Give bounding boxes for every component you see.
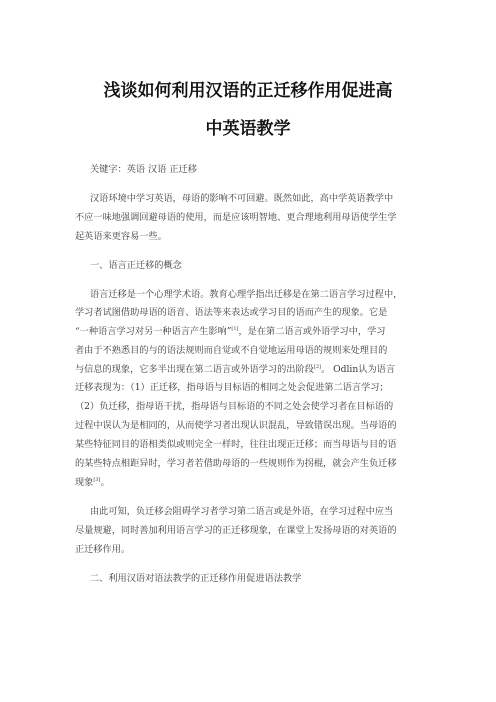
section-heading: 二、利用汉语对语法教学的正迁移作用促进语法教学 <box>90 573 302 584</box>
paragraph-text: 与信息的现象，它多半出现在第二语言或外语学习的出阶段 <box>75 364 314 375</box>
paragraph-line: 不应一味地强调回避母语的使用，而是应该明智地、更合理地利用母语使学生学 <box>75 212 397 223</box>
paragraph-line: 过程中误认为是相同的，从而使学习者出现认识混乱，导致错误出现。当母语的 <box>75 420 397 431</box>
paragraph-line <box>75 477 110 489</box>
paragraph-text: 现象 <box>75 477 94 488</box>
document-title-line-1: 浅谈如何利用汉语的正迁移作用促进高 <box>103 81 393 101</box>
paragraph-text: 。 Odlin认为语言 <box>320 364 396 375</box>
document-title-line-2: 中英语教学 <box>205 119 291 139</box>
section-heading: 一、语言正迁移的概念 <box>90 260 182 271</box>
paragraph-line: 起英语来更容易一些。 <box>75 231 167 242</box>
paragraph-line <box>75 326 386 338</box>
paragraph-line: 的某些特点相距异时，学习者若借助母语的一些规则作为拐棍，就会产生负迁移 <box>75 458 397 469</box>
paragraph-text: 。 <box>100 477 110 488</box>
paragraph-line: 某些特征同目的语相类似或则完全一样时，往往出现正迁移；而当母语与目的语 <box>75 439 397 450</box>
paragraph-line: 由此可知，负迁移会阻碍学习者学习第二语言或是外语，在学习过程中应当 <box>90 506 394 517</box>
paragraph-line: （2）负迁移，指母语干扰，指母语与目标语的不同之处会使学习者在目标语的 <box>75 401 394 412</box>
paragraph-line: 正迁移作用。 <box>75 544 131 555</box>
paragraph-line: 尽量规避，同时善加利用语言学习的正迁移现象，在课堂上发扬母语的对英语的 <box>75 525 397 536</box>
citation-marker: [3] <box>93 477 101 483</box>
quote-text: “一种语言学习对另一种语言产生影响” <box>75 326 232 337</box>
paragraph-line: 汉语环境中学习英语，母语的影响不可回避。既然如此，高中学英语教学中 <box>90 193 394 204</box>
keywords: 关键字：英语 汉语 正迁移 <box>90 164 197 175</box>
paragraph-line: 者由于不熟悉目的与的语法规则而自觉或不自觉地运用母语的规则来处理目的 <box>75 345 388 356</box>
paragraph-line: 学习者试图借助母语的语音、语法等来表达或学习目的语而产生的现象。它是 <box>75 307 388 318</box>
citation-marker: [2] <box>313 364 321 370</box>
paragraph-text: ，是在第二语言或外语学习中，学习 <box>238 326 386 337</box>
paragraph-line: 迁移表现为：（1）正迁移，指母语与目标语的相同之处会促进第二语言学习； <box>75 382 389 393</box>
paragraph-line: 语言迁移是一个心理学术语。教育心理学指出迁移是在第二语言学习过程中， <box>90 289 403 300</box>
citation-marker: [1] <box>231 326 239 332</box>
paragraph-line <box>75 364 395 376</box>
